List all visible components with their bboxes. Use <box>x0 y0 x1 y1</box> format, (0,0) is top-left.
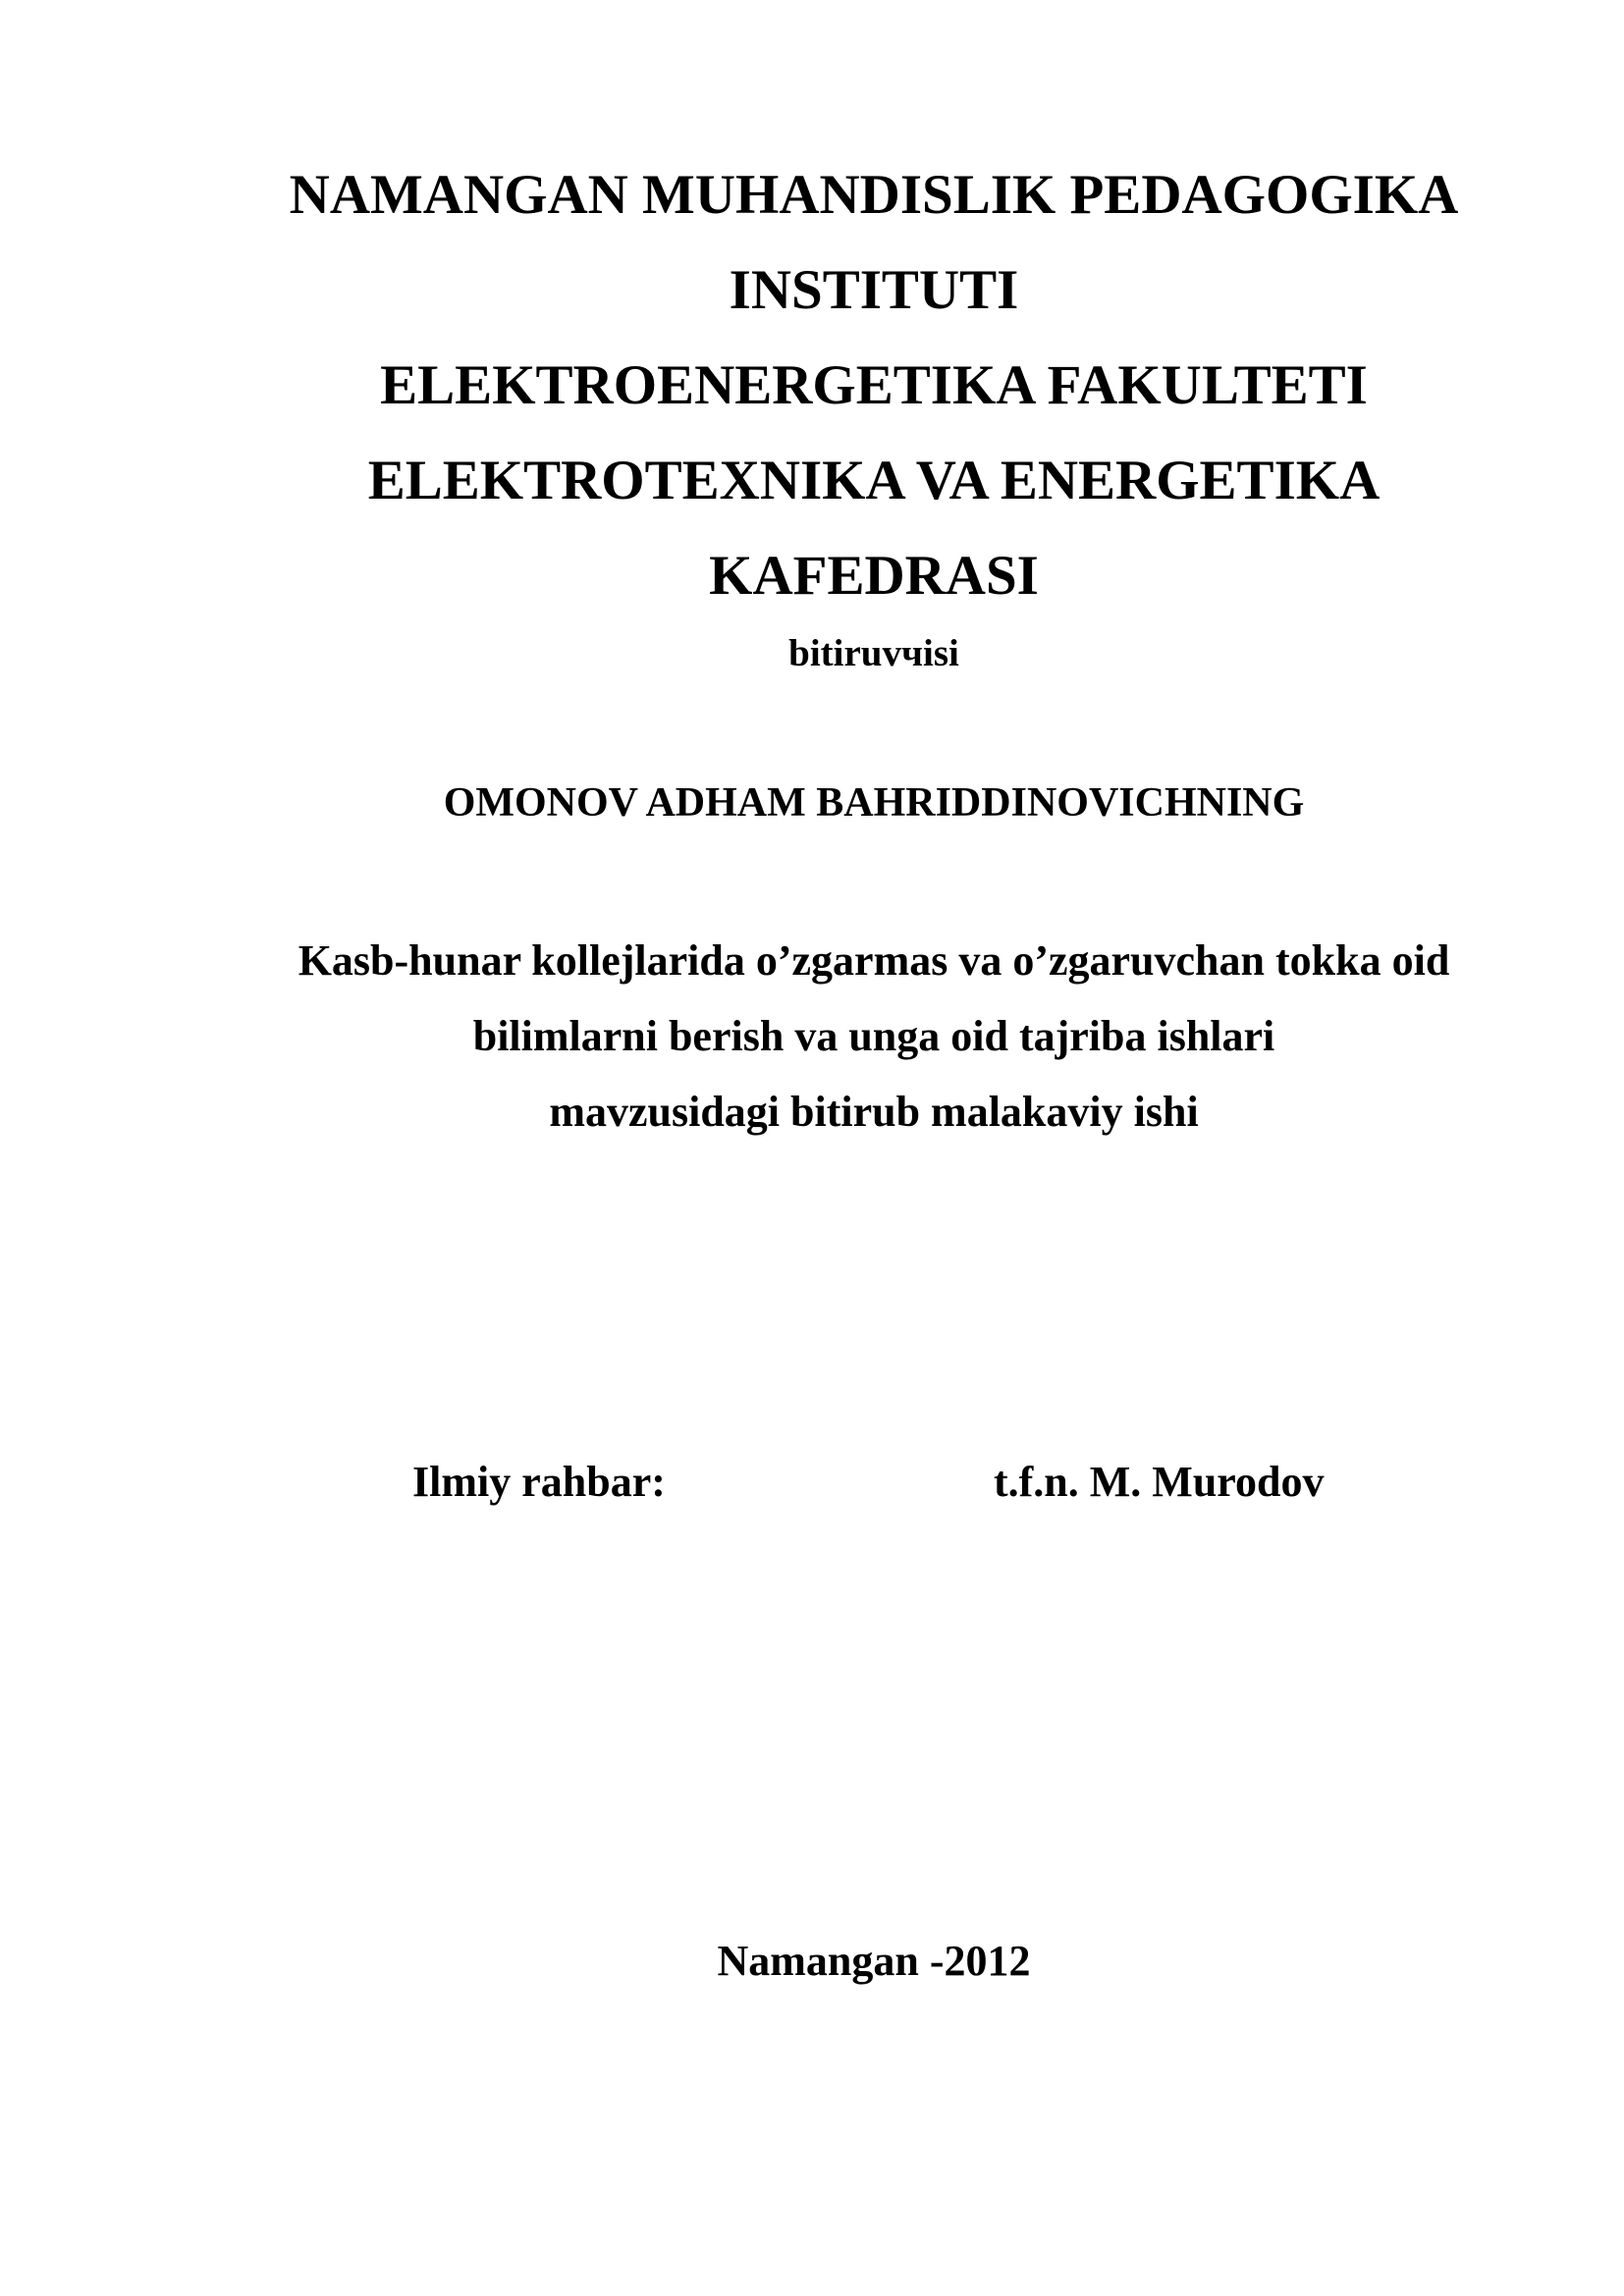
thesis-title-line-2: bilimlarni berish va unga oid tajriba ishlari <box>472 1012 1275 1060</box>
supervisor-name: t.f.n. M. Murodov <box>994 1458 1325 1506</box>
header-line-institute: INSTITUTI <box>729 259 1019 321</box>
graduate-label: bitiruvчisi <box>788 632 959 674</box>
supervisor-label: Ilmiy rahbar: <box>412 1458 666 1506</box>
header-line-department: KAFEDRASI <box>709 545 1039 607</box>
header-line-institute-name: NAMANGAN MUHANDISLIK PEDAGOGIKA <box>289 164 1459 226</box>
header-line-faculty: ELEKTROENERGETIKA FAKULTETI <box>380 354 1368 416</box>
thesis-title-line-3: mavzusidagi bitirub malakaviy ishi <box>549 1088 1199 1136</box>
thesis-title <box>275 923 1473 1149</box>
header-line-department-name: ELEKTROTEXNIKA VA ENERGETIKA <box>367 450 1380 511</box>
student-name: OMONOV ADHAM BAHRIDDINOVICHNING <box>443 780 1305 826</box>
place-year: Namangan -2012 <box>717 1937 1031 1985</box>
thesis-title-line-1: Kasb-hunar kollejlarida o’zgarmas va o’zgaruvchan tokka oid <box>298 936 1450 985</box>
institution-header <box>275 147 1473 623</box>
